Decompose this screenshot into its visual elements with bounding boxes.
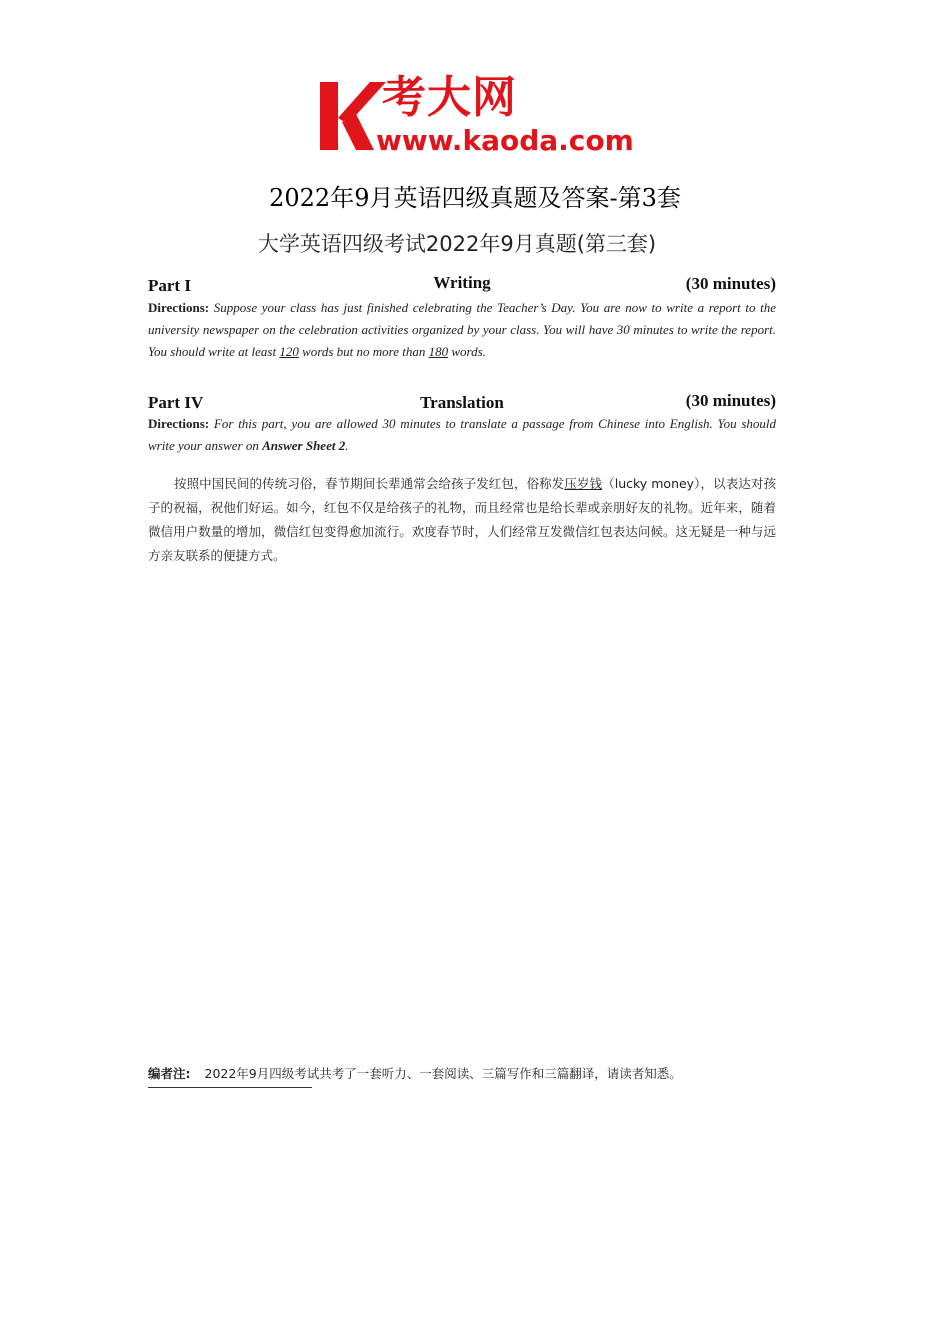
logo-url-text: www.kaoda.com [376, 124, 634, 157]
exam-title: 大学英语四级考试2022年9月真题(第三套) [257, 232, 657, 256]
directions-text-c: words. [448, 344, 486, 359]
logo-brand-text: 考大网 [382, 72, 517, 123]
editor-note-label: 编者注: [148, 1066, 191, 1081]
editor-note [148, 1064, 682, 1084]
part-1-label: Part I [148, 276, 191, 295]
editor-note-text: 2022年9月四级考试共考了一套听力、一套阅读、三篇写作和三篇翻译，请读者知悉。 [204, 1066, 682, 1081]
part-1-name: Writing [433, 273, 491, 292]
directions-text-b: . [345, 438, 349, 453]
directions-text: Suppose your class has just finished celebrating the Teacher’s Day. You are now to write a report to the university newspaper on the celebration activities organized by your class. You will have 30 minutes to write the report. You should write at least [148, 300, 777, 359]
kaoda-logo [318, 72, 638, 162]
directions-label: Directions: [148, 300, 210, 315]
max-words: 180 [428, 344, 449, 359]
part-4-label: Part IV [148, 393, 204, 412]
chinese-passage [148, 472, 776, 568]
passage-text-a: 按照中国民间的传统习俗，春节期间长辈通常会给孩子发红包，俗称发 [174, 476, 565, 491]
passage-term: 压岁钱 [564, 476, 603, 491]
part-4-time: (30 minutes) [685, 391, 776, 410]
part-1-directions [148, 297, 776, 363]
passage-text-b: （lucky money），以表达对孩子的祝福，祝他们好运。如今，红包不仅是给孩子的礼物，而且经常也是给长辈或亲朋好友的礼物。近年来，随着微信用户数量的增加，微信红包变得愈加流行。欢度春节时，人们经常互发微信红包表达问候。这无疑是一种与远方亲友联系的便捷方式。 [148, 476, 776, 563]
document-title: 2022年9月英语四级真题及答案-第3套 [269, 184, 681, 212]
directions-label: Directions: [148, 416, 210, 431]
min-words: 120 [279, 344, 299, 359]
part-4-directions [148, 413, 776, 457]
answer-sheet-ref: Answer Sheet 2 [262, 438, 346, 453]
part-4-name: Translation [420, 393, 504, 412]
directions-text: For this part, you are allowed 30 minutes to translate a passage from Chinese into English. You should write your answer on [148, 416, 777, 453]
part-1-time: (30 minutes) [685, 274, 776, 293]
directions-text-b: words but no more than [298, 344, 429, 359]
footnote-divider [148, 1087, 312, 1088]
